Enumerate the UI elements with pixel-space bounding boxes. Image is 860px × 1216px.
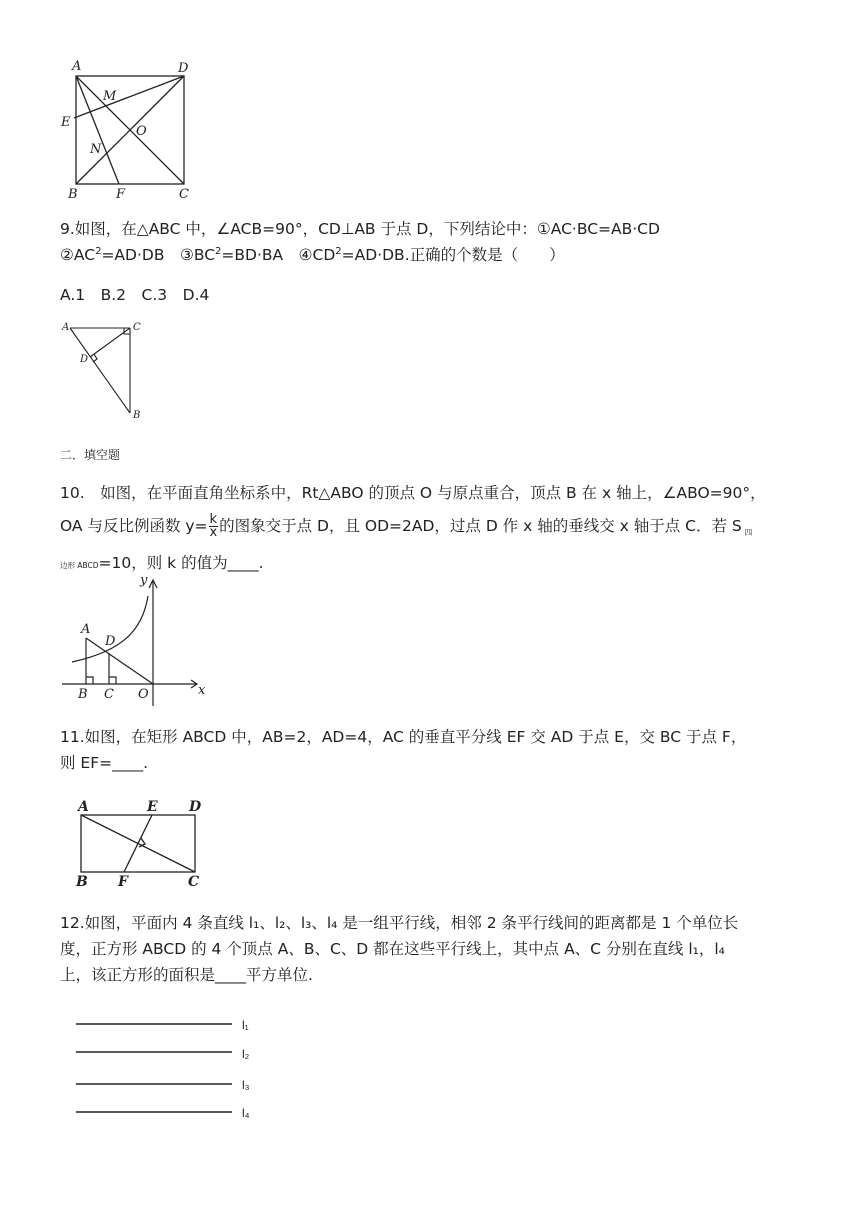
label-B: B xyxy=(133,410,141,421)
label-l3: l₃ xyxy=(242,1078,250,1092)
label-D: D xyxy=(80,354,89,365)
label-B: B xyxy=(68,187,78,202)
q10-subscript-a: 四 xyxy=(744,528,753,537)
label-A: A xyxy=(72,59,82,74)
label-C: C xyxy=(104,687,114,702)
label-E: E xyxy=(147,799,158,815)
q9-options: A.1 B.2 C.3 D.4 xyxy=(60,286,210,304)
q10-line1: 10. 如图，在平面直角坐标系中，Rt△ABO 的顶点 O 与原点重合，顶点 B 在 x 轴上，∠ABO=90°， xyxy=(60,484,766,502)
q9-part3: =BD·BA ④CD xyxy=(221,246,336,264)
label-y: y xyxy=(140,573,148,588)
q11-line2: 则 EF=____. xyxy=(60,754,149,772)
label-O: O xyxy=(136,124,147,139)
label-M: M xyxy=(103,89,117,104)
q10-line3-post: =10，则 k 的值为____. xyxy=(98,554,264,572)
q9-line1: 9.如图，在△ABC 中，∠ACB=90°，CD⊥AB 于点 D，下列结论中：①AC·BC=AB·CD xyxy=(60,220,660,238)
label-B: B xyxy=(78,687,88,702)
label-D: D xyxy=(178,61,189,76)
label-l2: l₂ xyxy=(242,1047,250,1061)
q10-subscript-b: 边形 ABCD xyxy=(60,561,99,570)
label-C: C xyxy=(188,874,200,890)
label-A: A xyxy=(78,799,89,815)
label-B: B xyxy=(76,874,88,890)
label-A: A xyxy=(62,322,70,333)
q9-sup3: 2 xyxy=(335,246,342,257)
frac-numerator: k xyxy=(209,512,218,527)
frac-denominator: x xyxy=(209,525,218,540)
label-l1: l₁ xyxy=(242,1018,249,1032)
label-D: D xyxy=(189,799,202,815)
label-C: C xyxy=(179,187,189,202)
q9-sup2: 2 xyxy=(215,246,222,257)
label-F: F xyxy=(116,187,126,202)
section-heading-fill-blank: 二．填空题 xyxy=(60,448,121,462)
q12-line3: 上，该正方形的面积是____平方单位. xyxy=(60,966,313,984)
label-l4: l₄ xyxy=(242,1106,250,1120)
q12-line2: 度，正方形 ABCD 的 4 个顶点 A、B、C、D 都在这些平行线上，其中点 A、C 分别在直线 l₁，l₄ xyxy=(60,940,725,958)
q10-line2-pre: OA 与反比例函数 y= xyxy=(60,517,208,535)
label-x: x xyxy=(198,683,206,698)
label-N: N xyxy=(90,142,102,157)
q12-line1: 12.如图，平面内 4 条直线 l₁、l₂、l₃、l₄ 是一组平行线，相邻 2 条平行线间的距离都是 1 个单位长 xyxy=(60,914,739,932)
q9-part4: =AD·DB.正确的个数是（ ） xyxy=(341,246,565,264)
label-C: C xyxy=(133,322,141,333)
q10-line2-post: 的图象交于点 D，且 OD=2AD，过点 D 作 x 轴的垂线交 x 轴于点 C．若 S xyxy=(219,517,742,535)
label-O: O xyxy=(138,687,149,702)
q9-part2: =AD·DB ③BC xyxy=(101,246,216,264)
q11-line1: 11.如图，在矩形 ABCD 中，AB=2，AD=4，AC 的垂直平分线 EF 交 AD 于点 E，交 BC 于点 F， xyxy=(60,728,747,746)
label-A: A xyxy=(81,622,91,637)
label-F: F xyxy=(118,874,128,890)
label-D: D xyxy=(105,634,116,649)
q9-part1: ②AC xyxy=(60,246,96,264)
q9-sup1: 2 xyxy=(95,246,102,257)
label-E: E xyxy=(61,115,71,130)
